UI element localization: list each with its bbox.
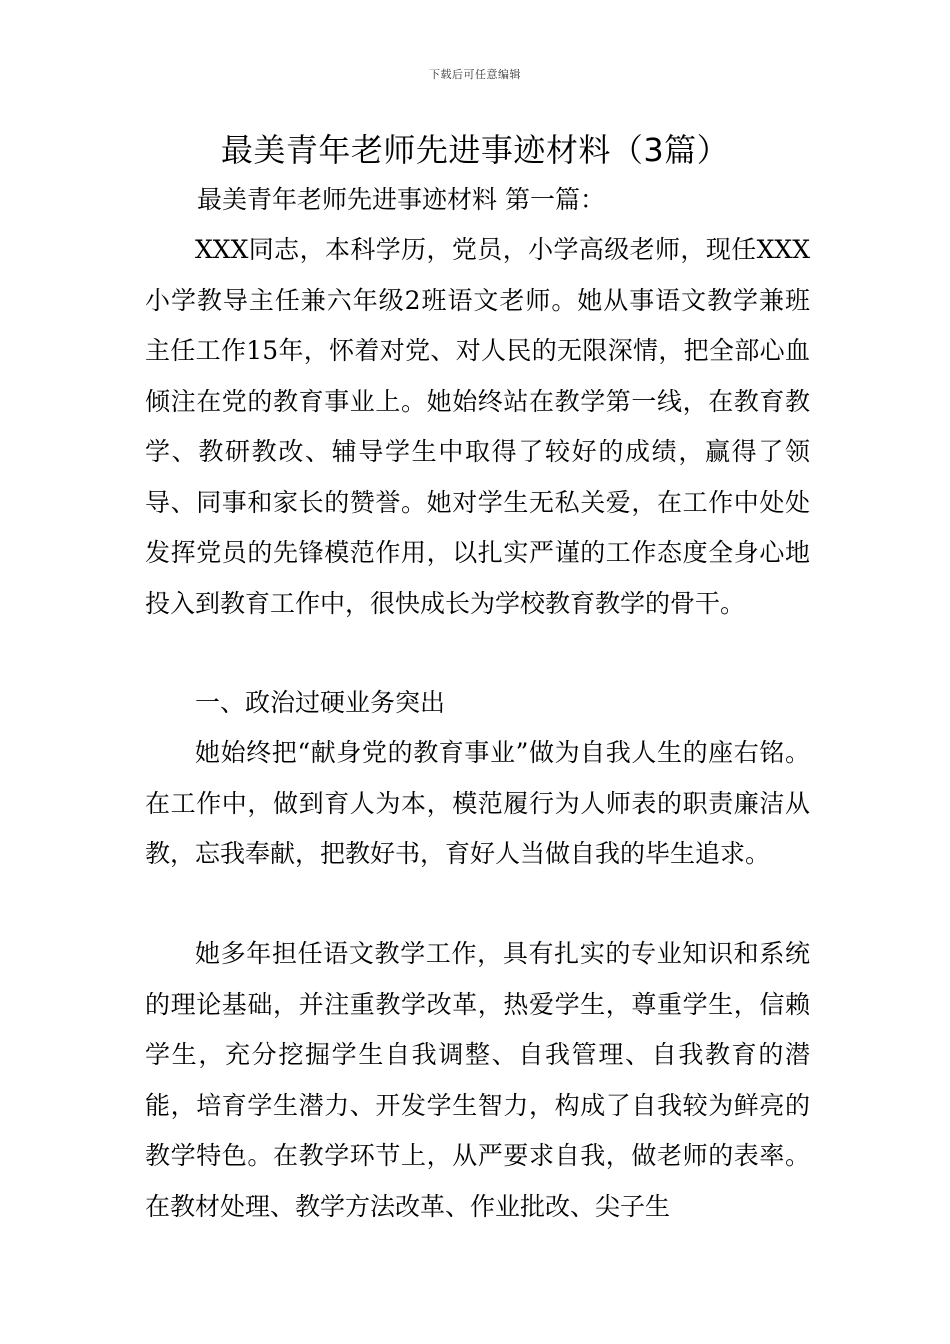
document-title: 最美青年老师先进事迹材料（3篇） bbox=[220, 131, 730, 169]
header-note: 下载后可任意编辑 bbox=[429, 68, 521, 81]
document-body bbox=[145, 0, 810, 1344]
paragraph-intro: XXX同志，本科学历，党员，小学高级老师，现任XXX小学教导主任兼六年级2班语文老师。她从事语文教学兼班主任工作15年，怀着对党、对人民的无限深情，把全部心血倾注在党的教育事业上。她始终站在教学第一线，在教育教学、教研教改、辅导学生中取得了较好的成绩，赢得了领导、同事和家长的赞誉。她对学生无私关爱，在工作中处处发挥党员的先锋模范作用，以扎实严谨的工作态度全身心地投入到教育工作中，很快成长为学校教育教学的骨干。 bbox=[145, 235, 810, 618]
document-subtitle: 最美青年老师先进事迹材料 第一篇： bbox=[197, 185, 605, 214]
section-heading: 一、政治过硬业务突出 bbox=[195, 688, 446, 717]
paragraph-motto: 她始终把“献身党的教育事业”做为自我人生的座右铭。在工作中，做到育人为本，模范履行为人师表的职责廉洁从教，忘我奉献，把教好书，育好人当做自我的毕生追求。 bbox=[145, 738, 810, 868]
paragraph-teaching: 她多年担任语文教学工作，具有扎实的专业知识和系统的理论基础，并注重教学改革，热爱学生，尊重学生，信赖学生，充分挖掘学生自我调整、自我管理、自我教育的潜能，培育学生潜力、开发学生智力，构成了自我较为鲜亮的教学特色。在教学环节上，从严要求自我，做老师的表率。在教材处理、教学方法改革、作业批改、尖子生 bbox=[145, 939, 810, 1221]
